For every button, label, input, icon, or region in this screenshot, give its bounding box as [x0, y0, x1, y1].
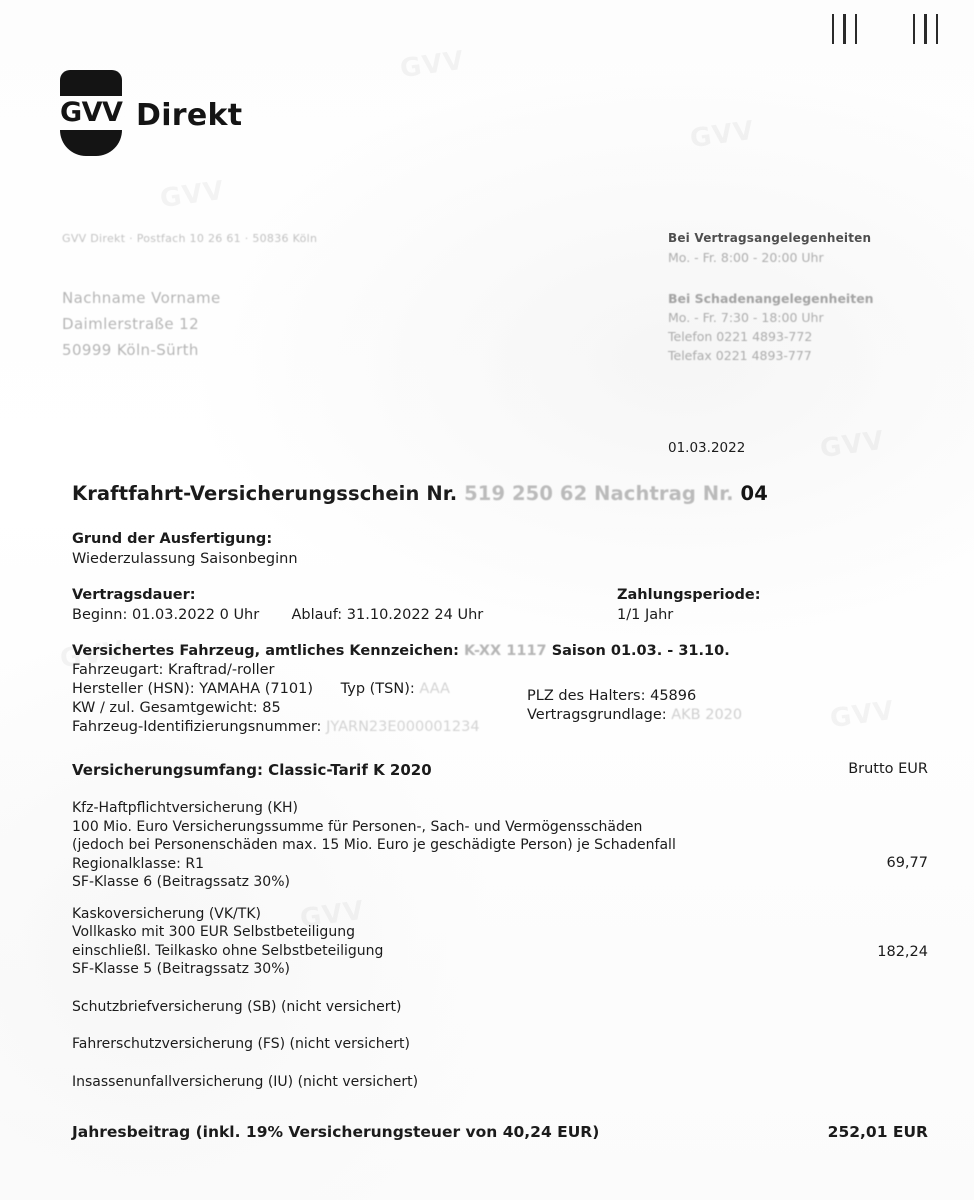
vehicle-vin-value: JYARN23E000001234	[326, 719, 480, 735]
coverage-heading: Versicherungsumfang: Classic-Tarif K 2020	[72, 761, 432, 779]
register-mark-group-left	[832, 14, 857, 44]
recipient-line-3: 50999 Köln-Sürth	[62, 341, 199, 359]
holder-basis-label: Vertragsgrundlage:	[527, 707, 667, 723]
coverage-gross-header: Brutto EUR	[848, 761, 928, 777]
coverage-spacer	[72, 779, 928, 799]
vehicle-vin-label: Fahrzeug-Identifizierungsnummer:	[72, 719, 322, 735]
contact-heading-vertrag-text: Bei Vertragsangelegenheiten	[668, 231, 872, 245]
holder-details	[527, 687, 742, 725]
register-mark	[913, 14, 915, 44]
register-mark	[832, 14, 834, 44]
contact-gap	[668, 267, 874, 289]
logo-wordmark: Direkt	[136, 97, 243, 133]
register-mark	[936, 14, 938, 44]
holder-plz-row	[527, 687, 742, 706]
watermark	[158, 176, 226, 215]
coverage-spacer	[72, 892, 928, 905]
coverage-item-amount: 69,77	[886, 855, 928, 871]
vehicle-vin-row	[72, 718, 928, 737]
register-mark	[855, 14, 857, 44]
vehicle-plate: K-XX 1117	[464, 643, 547, 659]
term-label: Vertragsdauer:	[72, 587, 196, 603]
recipient-address	[62, 285, 221, 363]
contact-heading-schaden	[668, 289, 874, 308]
vehicle-manufacturer-label: Hersteller (HSN):	[72, 681, 195, 697]
contact-block	[668, 228, 874, 365]
document-date: 01.03.2022	[668, 440, 746, 456]
contact-phone: Telefon 0221 4893-772	[668, 329, 813, 344]
vehicle-tsn-value: AAA	[419, 681, 450, 697]
term-begin-label: Beginn:	[72, 607, 128, 623]
term-begin-value: 01.03.2022 0 Uhr	[131, 607, 260, 623]
coverage-item-line: SF-Klasse 6 (Beitragssatz 30%)	[72, 874, 290, 890]
vehicle-manufacturer-row	[72, 680, 928, 699]
payment-section	[617, 587, 761, 625]
term-section	[72, 587, 928, 625]
logo-bar-top	[60, 70, 122, 96]
coverage-item	[72, 1035, 928, 1054]
coverage-item-title: Fahrerschutzversicherung (FS) (nicht versichert)	[72, 1036, 411, 1052]
vehicle-kw-value: 85	[262, 700, 281, 716]
total-row	[72, 1123, 928, 1141]
coverage-item-line: Vollkasko mit 300 EUR Selbstbeteiligung	[72, 924, 355, 940]
contact-hours-schaden: Mo. - Fr. 7:30 - 18:00 Uhr	[668, 310, 824, 325]
vehicle-tsn-label: Typ (TSN):	[340, 681, 415, 697]
coverage-item-title: Kaskoversicherung (VK/TK)	[72, 905, 261, 922]
total-amount: 252,01 EUR	[827, 1123, 928, 1141]
register-marks	[832, 14, 938, 44]
logo-initials: GVV	[60, 97, 123, 128]
register-mark	[843, 14, 846, 44]
page-title-nr-value: 519 250 62	[464, 482, 588, 505]
holder-basis-row	[527, 706, 742, 725]
coverage-item-title: Schutzbriefversicherung (SB) (nicht versichert)	[72, 998, 402, 1015]
reason-value: Wiederzulassung Saisonbeginn	[72, 551, 298, 567]
coverage-item-amount: 182,24	[877, 943, 928, 960]
coverage-item-line: einschließl. Teilkasko ohne Selbstbeteiligung	[72, 942, 384, 959]
recipient-line-1: Nachname Vorname	[62, 289, 221, 307]
coverage-spacer	[72, 1054, 928, 1067]
vehicle-kw-row	[72, 699, 928, 718]
coverage-item	[72, 799, 928, 892]
page-title-addendum-value: 04	[740, 482, 768, 505]
coverage-item	[72, 998, 928, 1017]
vehicle-heading	[72, 643, 928, 659]
watermark	[688, 116, 756, 155]
coverage-spacer	[72, 979, 928, 992]
coverage-item	[72, 905, 928, 979]
holder-plz-label: PLZ des Halters:	[527, 688, 646, 704]
term-end-value: 31.10.2022 24 Uhr	[346, 607, 484, 623]
vehicle-season: Saison 01.03. - 31.10.	[551, 643, 730, 659]
reason-section	[72, 531, 928, 569]
logo-bar-bottom	[60, 130, 122, 156]
coverage-item-line: 100 Mio. Euro Versicherungssumme für Personen-, Sach- und Vermögensschäden	[72, 818, 643, 835]
document-body	[72, 482, 928, 1141]
page-title-main: Kraftfahrt-Versicherungsschein	[72, 482, 420, 505]
page-title-nr-label: Nr.	[426, 482, 458, 505]
vehicle-heading-text: Versichertes Fahrzeug, amtliches Kennzeichen:	[72, 643, 459, 659]
contact-heading-schaden-text: Bei Schadenangelegenheiten	[668, 291, 874, 306]
holder-basis-value: AKB 2020	[671, 707, 743, 723]
coverage-section	[72, 761, 928, 779]
term-end-label: Ablauf:	[291, 607, 343, 623]
watermark	[818, 426, 886, 465]
vehicle-type-label: Fahrzeugart:	[72, 662, 164, 678]
vehicle-section	[72, 643, 928, 737]
term-values	[72, 605, 928, 625]
holder-plz-value: 45896	[650, 688, 697, 704]
payment-label: Zahlungsperiode:	[617, 587, 761, 603]
vehicle-kw-label: KW / zul. Gesamtgewicht:	[72, 700, 258, 716]
coverage-item	[72, 1073, 928, 1092]
coverage-spacer	[72, 1016, 928, 1029]
total-label: Jahresbeitrag (inkl. 19% Versicherungsteuer von 40,24 EUR)	[72, 1123, 600, 1141]
coverage-item-line: SF-Klasse 5 (Beitragssatz 30%)	[72, 961, 290, 977]
page-title-addendum-label: Nachtrag Nr.	[594, 482, 734, 505]
vehicle-type-value: Kraftrad/-roller	[168, 662, 275, 678]
register-mark-group-right	[913, 14, 938, 44]
reason-label: Grund der Ausfertigung:	[72, 531, 273, 547]
brand-logo	[60, 70, 242, 156]
contact-fax: Telefax 0221 4893-777	[668, 348, 812, 363]
register-mark	[924, 14, 927, 44]
coverage-item-line: (jedoch bei Personenschäden max. 15 Mio. Euro je geschädigte Person) je Schadenfall	[72, 837, 676, 853]
vehicle-manufacturer-value: YAMAHA (7101)	[199, 681, 313, 697]
watermark	[398, 46, 466, 85]
coverage-item-title: Kfz-Haftpflichtversicherung (KH)	[72, 800, 298, 816]
coverage-item-title: Insassenunfallversicherung (IU) (nicht versichert)	[72, 1073, 419, 1090]
contact-heading-vertrag	[668, 228, 874, 248]
vehicle-details	[72, 661, 928, 737]
vehicle-type-row	[72, 661, 928, 680]
page-title	[72, 482, 928, 505]
sender-line: GVV Direkt · Postfach 10 26 61 · 50836 Köln	[62, 232, 318, 245]
recipient-line-2: Daimlerstraße 12	[62, 315, 200, 333]
contact-hours-vertrag: Mo. - Fr. 8:00 - 20:00 Uhr	[668, 250, 824, 265]
payment-value: 1/1 Jahr	[617, 607, 674, 623]
coverage-item-line: Regionalklasse: R1	[72, 855, 204, 872]
gvv-logo-icon	[60, 70, 122, 156]
